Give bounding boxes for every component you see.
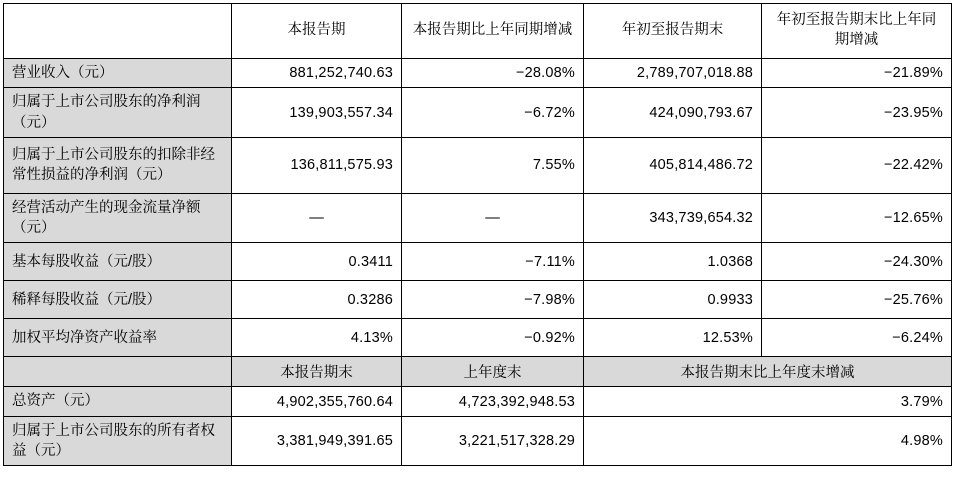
header-cell-ytd: 年初至报告期末 xyxy=(584,4,762,59)
row-value-period-end: 4,902,355,760.64 xyxy=(232,387,402,416)
row-value-current-yoy: −0.92% xyxy=(402,319,584,357)
row-value-current-yoy: 7.55% xyxy=(402,137,584,193)
table-row xyxy=(4,88,952,138)
row-value-current-yoy: −7.11% xyxy=(402,243,584,281)
subheader-cell-period-end: 本报告期末 xyxy=(232,357,402,387)
row-value-change: 3.79% xyxy=(584,387,952,416)
row-value-change: 4.98% xyxy=(584,416,952,466)
table-row xyxy=(4,387,952,416)
row-value-current: 0.3411 xyxy=(232,243,402,281)
row-value-ytd: 405,814,486.72 xyxy=(584,137,762,193)
row-value-ytd-yoy: −22.42% xyxy=(762,137,952,193)
row-value-current-yoy: −7.98% xyxy=(402,281,584,319)
row-value-ytd: 2,789,707,018.88 xyxy=(584,59,762,88)
row-value-current: 136,811,575.93 xyxy=(232,137,402,193)
subheader-cell-blank xyxy=(4,357,232,387)
subheader-cell-change: 本报告期末比上年度末增减 xyxy=(584,357,952,387)
row-value-ytd-yoy: −6.24% xyxy=(762,319,952,357)
row-label: 归属于上市公司股东的扣除非经常性损益的净利润（元） xyxy=(4,137,232,193)
row-label: 加权平均净资产收益率 xyxy=(4,319,232,357)
row-value-ytd: 0.9933 xyxy=(584,281,762,319)
table-row xyxy=(4,416,952,466)
header-cell-current-period-yoy: 本报告期比上年同期增减 xyxy=(402,4,584,59)
row-value-ytd: 12.53% xyxy=(584,319,762,357)
subheader-cell-last-year-end: 上年度末 xyxy=(402,357,584,387)
table-row xyxy=(4,59,952,88)
row-label: 基本每股收益（元/股） xyxy=(4,243,232,281)
row-value-current: 0.3286 xyxy=(232,281,402,319)
row-value-ytd: 343,739,654.32 xyxy=(584,193,762,243)
header-cell-current-period: 本报告期 xyxy=(232,4,402,59)
row-value-ytd-yoy: −24.30% xyxy=(762,243,952,281)
row-value-current: 139,903,557.34 xyxy=(232,88,402,138)
table-subheader-row xyxy=(4,357,952,387)
row-value-current: 881,252,740.63 xyxy=(232,59,402,88)
row-label: 归属于上市公司股东的所有者权益（元） xyxy=(4,416,232,466)
row-value-current-yoy: −6.72% xyxy=(402,88,584,138)
row-label: 营业收入（元） xyxy=(4,59,232,88)
financial-summary-table xyxy=(3,3,952,466)
row-label: 归属于上市公司股东的净利润（元） xyxy=(4,88,232,138)
table-header-row xyxy=(4,4,952,59)
table-row xyxy=(4,281,952,319)
row-value-ytd-yoy: −25.76% xyxy=(762,281,952,319)
table-row xyxy=(4,193,952,243)
row-label: 经营活动产生的现金流量净额（元） xyxy=(4,193,232,243)
row-value-last-year-end: 3,221,517,328.29 xyxy=(402,416,584,466)
table-row xyxy=(4,137,952,193)
row-value-ytd: 1.0368 xyxy=(584,243,762,281)
row-value-current: — xyxy=(232,193,402,243)
row-value-ytd: 424,090,793.67 xyxy=(584,88,762,138)
row-value-last-year-end: 4,723,392,948.53 xyxy=(402,387,584,416)
row-value-ytd-yoy: −12.65% xyxy=(762,193,952,243)
row-label: 总资产（元） xyxy=(4,387,232,416)
row-value-ytd-yoy: −23.95% xyxy=(762,88,952,138)
row-value-ytd-yoy: −21.89% xyxy=(762,59,952,88)
table-row xyxy=(4,243,952,281)
row-value-current-yoy: −28.08% xyxy=(402,59,584,88)
row-value-current: 4.13% xyxy=(232,319,402,357)
table-row xyxy=(4,319,952,357)
row-value-current-yoy: — xyxy=(402,193,584,243)
header-cell-ytd-yoy: 年初至报告期末比上年同期增减 xyxy=(762,4,952,59)
row-value-period-end: 3,381,949,391.65 xyxy=(232,416,402,466)
header-cell-blank xyxy=(4,4,232,59)
row-label: 稀释每股收益（元/股） xyxy=(4,281,232,319)
